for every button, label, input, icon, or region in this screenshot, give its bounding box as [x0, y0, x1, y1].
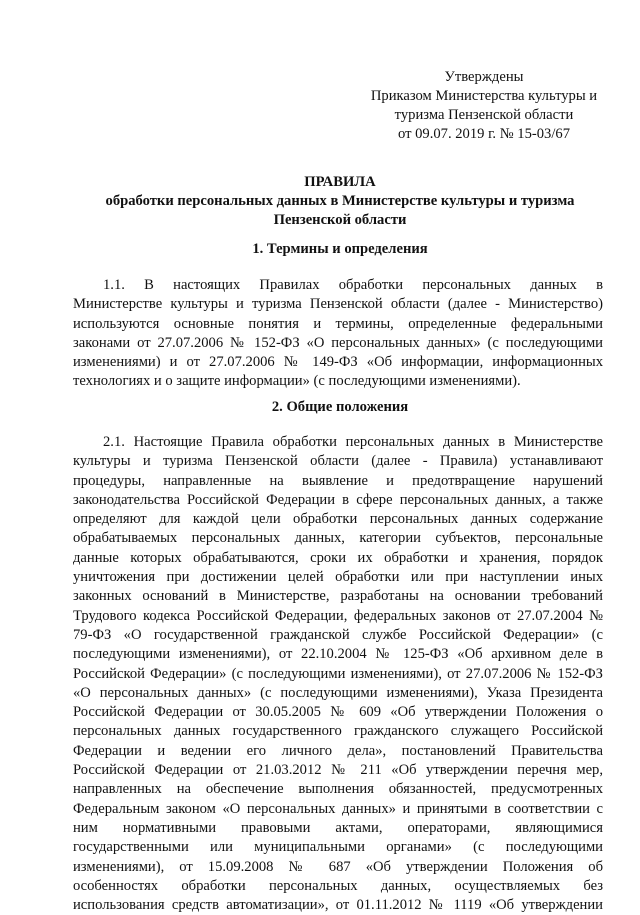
section-heading-terms: 1. Термины и определения — [252, 241, 428, 257]
approval-line: Утверждены — [444, 69, 524, 85]
approval-line: от 09.07. 2019 г. № 15-03/67 — [397, 126, 570, 142]
text-line: 79-ФЗ «О государственной гражданской службе Российской Федерации» (с — [73, 626, 603, 643]
title-main: ПРАВИЛА — [304, 174, 376, 190]
paragraph-1-1 — [73, 276, 603, 392]
text-line: 1.1. В настоящих Правилах обработки персональных данных в — [103, 277, 603, 293]
text-line: использования средств автоматизации», от 01.11.2012 № 1119 «Об утверждении — [73, 897, 603, 914]
approval-stamp — [358, 68, 610, 144]
text-line: 2.1. Настоящие Правила обработки персональных данных в Министерстве — [103, 434, 603, 450]
text-line: Российской Федерации от 30.05.2005 № 609 «Об утверждении Положения о — [73, 704, 603, 721]
text-line: данные которых обрабатываются, сроки их обработки и хранения, порядок — [73, 549, 603, 566]
text-line: изменениями), от 15.09.2008 № 687 «Об утверждении Положения об — [73, 858, 603, 875]
approval-line: туризма Пензенской области — [394, 107, 574, 123]
text-line: законных оснований в Министерстве, разработаны на основании требований — [73, 588, 603, 605]
text-line: «О персональных данных» (с последующими изменениями), Указа Президента — [73, 684, 603, 701]
text-line: изменениями) и от 27.07.2006 № 149-ФЗ «Об информации, информационных — [73, 354, 603, 371]
text-line: Трудового кодекса Российской Федерации, федеральных законов от 27.07.2004 № — [73, 607, 603, 624]
title-sub-line: Пензенской области — [273, 212, 407, 228]
text-line: Федерации и ведении его личного дела», постановлений Правительства — [73, 742, 603, 759]
text-line: государственными или муниципальными органами» (с последующими — [73, 839, 603, 856]
text-line: обрабатываемых персональных данных, категории субъектов, персональные — [73, 530, 603, 547]
text-line: персональных данных государственного гражданского служащего Российской — [73, 723, 603, 740]
text-line: Министерстве культуры и туризма Пензенской области (далее - Министерство) — [73, 296, 603, 313]
text-line: последующими изменениями), от 22.10.2004 № 125-ФЗ «Об архивном деле в — [73, 646, 603, 663]
text-line: законодательства Российской Федерации в сфере персональных данных, а также — [73, 491, 603, 508]
title-sub-line: обработки персональных данных в Министерстве культуры и туризма — [105, 193, 575, 209]
section-heading-general: 2. Общие положения — [271, 399, 409, 415]
text-line: используются основные понятия и термины, определенные федеральными — [73, 315, 603, 332]
text-line: культуры и туризма Пензенской области (далее - Правила) устанавливают — [73, 453, 603, 470]
document-title — [70, 173, 610, 230]
text-line: Федеральным законом «О персональных данных» и принятыми в соответствии с — [73, 800, 603, 817]
text-line: уничтожения при достижении целей обработки или при наступлении иных — [73, 569, 603, 586]
text-line: Российской Федерации» (с последующими изменениями), от 27.07.2006 № 152-ФЗ — [73, 665, 603, 682]
text-line: законами от 27.07.2006 № 152-ФЗ «О персональных данных» (с последующими — [73, 334, 603, 351]
approval-line: Приказом Министерства культуры и — [370, 88, 598, 104]
text-line: процедуры, направленные на выявление и предотвращение нарушений — [73, 472, 603, 489]
text-line: ним нормативными правовыми актами, операторами, являющимися — [73, 819, 603, 836]
text-line: направленных на обеспечение выполнения обязанностей, предусмотренных — [73, 781, 603, 798]
text-line: особенностях обработки персональных данных, осуществляемых без — [73, 877, 603, 894]
text-line: Российской Федерации от 21.03.2012 № 211 «Об утверждении перечня мер, — [73, 762, 603, 779]
text-line: технологиях и о защите информации» (с последующими изменениями). — [73, 373, 521, 390]
paragraph-2-1 — [73, 433, 603, 915]
text-line: определяют для каждой цели обработки персональных данных содержание — [73, 511, 603, 528]
